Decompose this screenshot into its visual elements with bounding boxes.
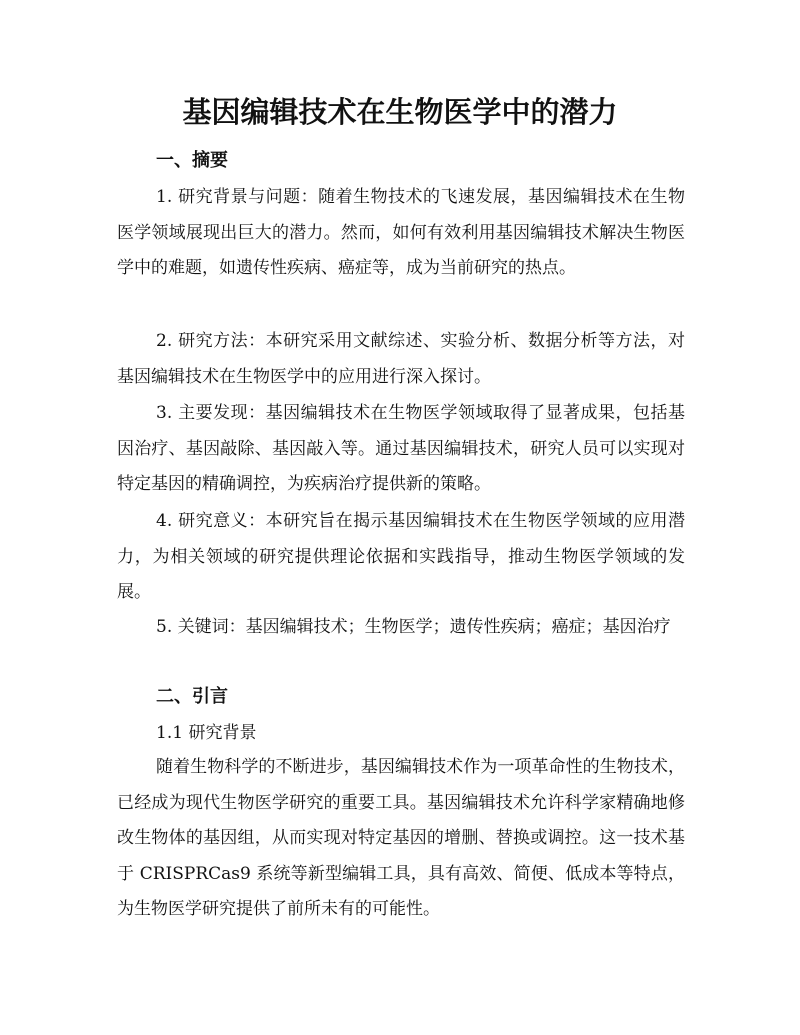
abstract-item-keywords: 5. 关键词：基因编辑技术；生物医学；遗传性疾病；癌症；基因治疗: [156, 617, 671, 637]
abstract-heading: 一、摘要: [156, 150, 228, 171]
abstract-item-background: 1. 研究背景与问题：随着生物技术的飞速发展，基因编辑技术在生物医学领域展现出巨大的潜力。然而，如何有效利用基因编辑技术解决生物医学中的难题，如遗传性疾病、癌症等，成为当前研究的热点。: [117, 187, 685, 279]
intro-heading: 二、引言: [156, 686, 228, 707]
intro-subheading: 1.1 研究背景: [156, 723, 257, 743]
abstract-item-findings: 3. 主要发现：基因编辑技术在生物医学领域取得了显著成果，包括基因治疗、基因敲除、基因敲入等。通过基因编辑技术，研究人员可以实现对特定基因的精确调控，为疾病治疗提供新的策略。: [117, 403, 685, 495]
document-title: 基因编辑技术在生物医学中的潜力: [182, 95, 618, 129]
abstract-item-significance: 4. 研究意义：本研究旨在揭示基因编辑技术在生物医学领域的应用潜力，为相关领域的研究提供理论依据和实践指导，推动生物医学领域的发展。: [117, 511, 685, 603]
abstract-item-method: 2. 研究方法：本研究采用文献综述、实验分析、数据分析等方法，对基因编辑技术在生物医学中的应用进行深入探讨。: [117, 331, 685, 387]
intro-paragraph: 随着生物科学的不断进步，基因编辑技术作为一项革命性的生物技术，已经成为现代生物医学研究的重要工具。基因编辑技术允许科学家精确地修改生物体的基因组，从而实现对特定基因的增删、替换或调控。这一技术基于 CRISPRCas9 系统等新型编辑工具，具有高效、简便、低成本等特点，为生物医学研究提供了前所未有的可能性。: [117, 757, 685, 920]
